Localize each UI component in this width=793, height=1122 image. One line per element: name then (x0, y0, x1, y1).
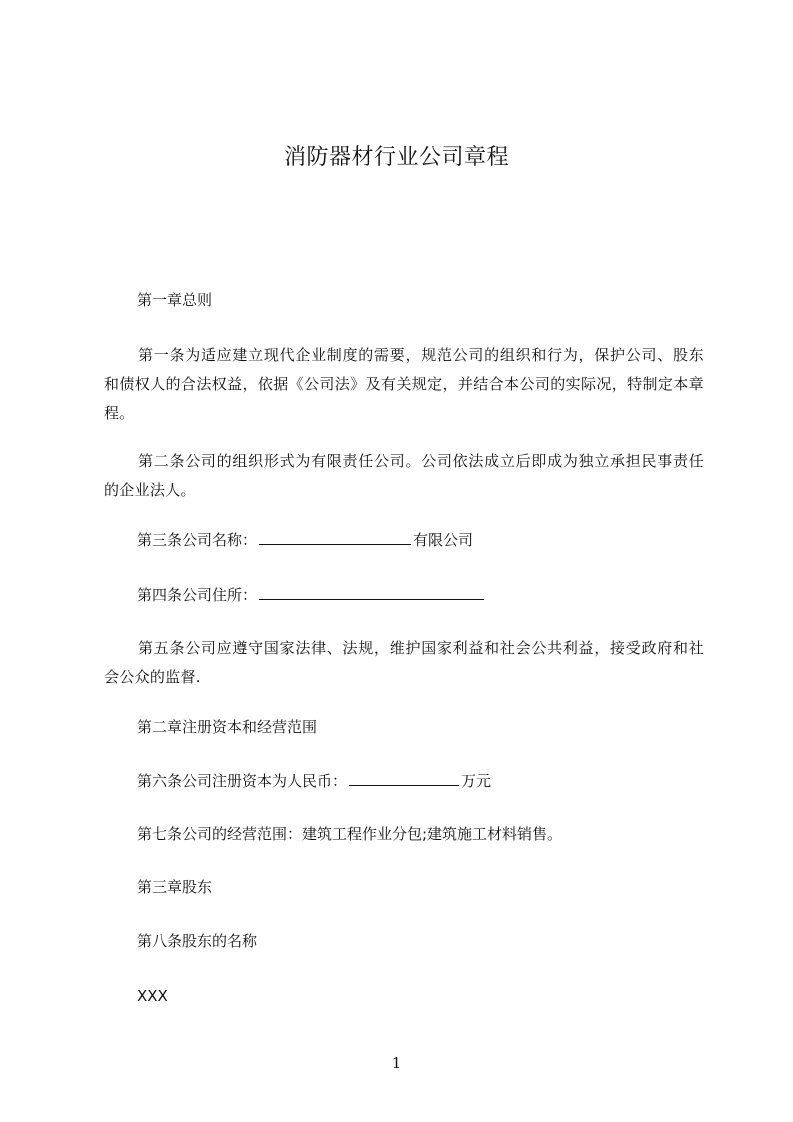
registered-capital-blank (349, 769, 459, 786)
article-4 (137, 581, 486, 610)
company-address-blank (259, 583, 484, 600)
document-title: 消防器材行业公司章程 (283, 145, 509, 170)
article-4-label: 第四条公司住所： (137, 586, 258, 604)
company-name-blank (259, 528, 411, 545)
shareholder-name: XXX (137, 987, 168, 1005)
article-6-suffix: 万元 (461, 772, 492, 790)
article-3-suffix: 有限公司 (413, 531, 474, 549)
article-7: 第七条公司的经营范围：建筑工程作业分包;建筑施工材料销售。 (137, 825, 563, 843)
article-6 (137, 767, 491, 796)
chapter-1-heading: 第一章总则 (137, 291, 213, 309)
article-1: 第一条为适应建立现代企业制度的需要，规范公司的组织和行为，保护公司、股东和债权人的合法权益，依据《公司法》及有关规定，并结合本公司的实际况，特制定本章程。 (104, 346, 704, 422)
chapter-2-heading: 第二章注册资本和经营范围 (137, 718, 318, 736)
article-5: 第五条公司应遵守国家法律、法规，维护国家利益和社会公共利益，接受政府和社会公众的监督. (104, 639, 704, 686)
article-3 (137, 526, 473, 555)
chapter-3-heading: 第三章股东 (137, 878, 213, 896)
article-3-label: 第三条公司名称： (137, 531, 258, 549)
article-2: 第二条公司的组织形式为有限责任公司。公司依法成立后即成为独立承担民事责任的企业法人。 (104, 452, 704, 499)
page-number: 1 (391, 1054, 402, 1072)
article-6-label: 第六条公司注册资本为人民币： (137, 772, 348, 790)
article-8: 第八条股东的名称 (137, 932, 258, 950)
